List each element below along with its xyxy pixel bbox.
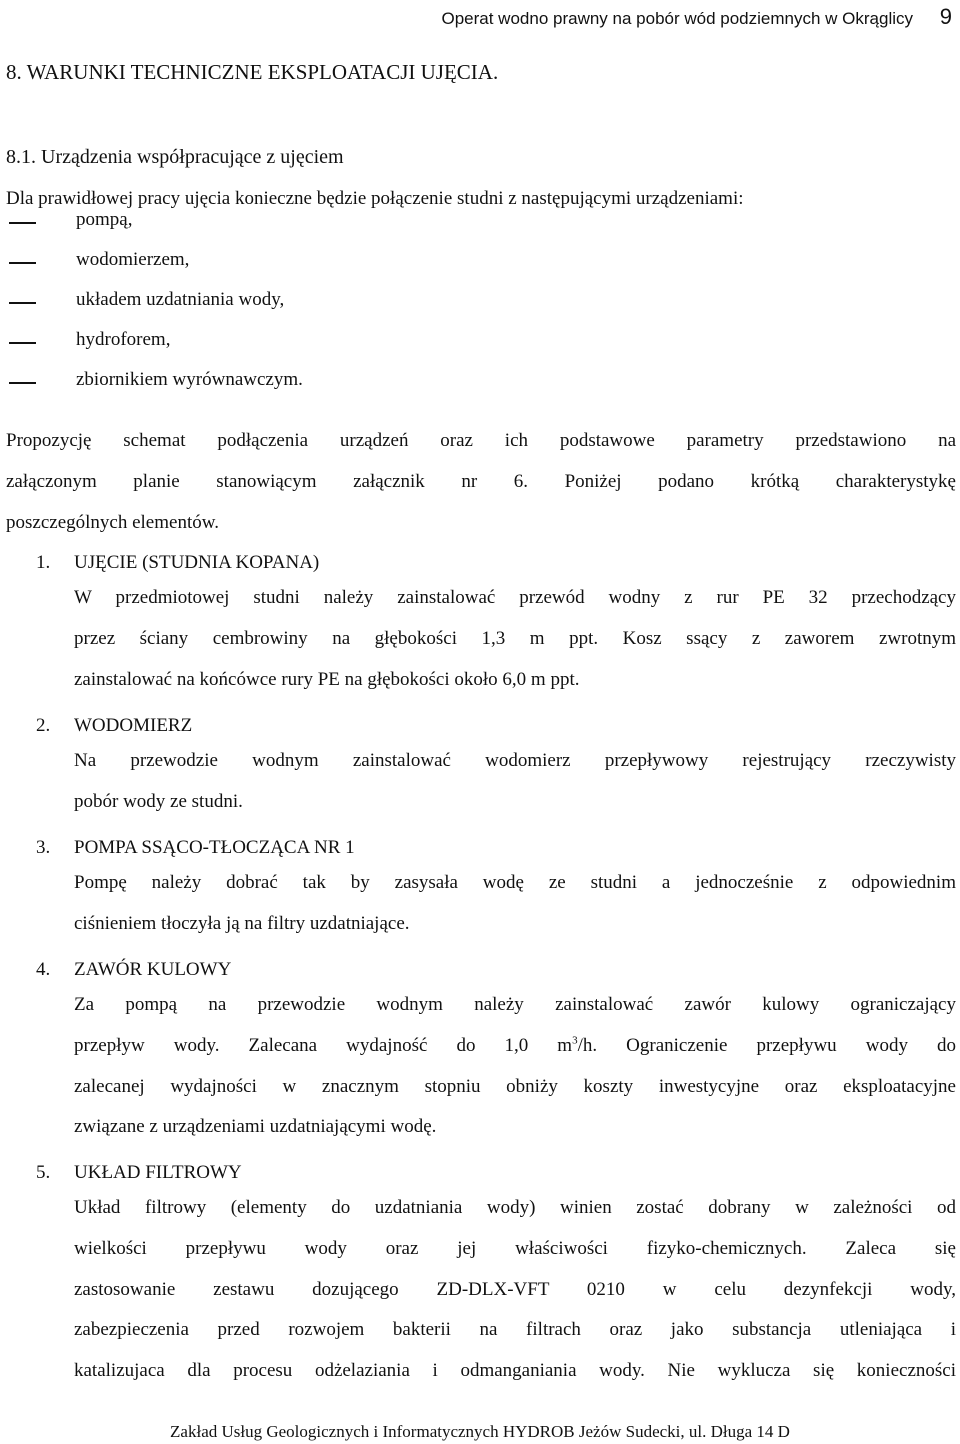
paragraph-line: Na przewodzie wodnym zainstalować wodomierz przepływowy rejestrujący rzeczywisty	[74, 750, 956, 771]
section-title	[6, 1158, 956, 1188]
paragraph-line: Propozycję schemat podłączenia urządzeń oraz ich podstawowe parametry przedstawiono na	[6, 430, 956, 451]
document-title: Operat wodno prawny na pobór wód podziemnych w Okrąglicy	[441, 9, 914, 28]
intro-paragraph: Dla prawidłowej pracy ujęcia konieczne będzie połączenie studni z następującymi urządzeniami:	[6, 188, 744, 209]
section-title-text: UJĘCIE (STUDNIA KOPANA)	[74, 552, 320, 573]
paragraph-line: załączonym planie stanowiącym załącznik nr 6. Poniżej podano krótką charakterystykę	[6, 471, 956, 492]
section-number: 2.	[36, 715, 51, 736]
section-number: 4.	[36, 959, 51, 980]
list-item: zbiornikiem wyrównawczym.	[6, 368, 303, 408]
section-title	[6, 833, 956, 863]
section-title-text: ZAWÓR KULOWY	[74, 959, 232, 980]
section-number: 3.	[36, 837, 51, 858]
paragraph-line: zalecanej wydajności w znacznym stopniu obniży koszty inwestycyjne oraz eksploatacyjne	[74, 1075, 956, 1097]
section-uklad-filtrowy	[6, 1158, 956, 1392]
list-item: układem uzdatniania wody,	[6, 288, 303, 328]
section-title-text: UKŁAD FILTROWY	[74, 1162, 242, 1183]
section-wodomierz	[6, 711, 956, 823]
section-pompa	[6, 833, 956, 945]
paragraph-line: związane z urządzeniami uzdatniającymi wodę.	[74, 1116, 437, 1138]
section-title	[6, 548, 956, 578]
page-number: 9	[939, 4, 952, 29]
list-item: pompą,	[6, 208, 303, 248]
page-footer: Zakład Usług Geologicznych i Informatycznych HYDROB Jeżów Sudecki, ul. Długa 14 D	[170, 1422, 790, 1441]
list-item: wodomierzem,	[6, 248, 303, 288]
section-number: 5.	[36, 1162, 51, 1183]
list-item: hydroforem,	[6, 328, 303, 368]
page-header	[52, 4, 952, 30]
paragraph-line	[74, 1026, 956, 1067]
paragraph-line: zastosowanie zestawu dozującego ZD-DLX-VFT 0210 w celu dezynfekcji wody,	[74, 1278, 956, 1300]
proposal-paragraph	[6, 420, 956, 543]
section-zawor	[6, 955, 956, 1148]
section-body	[74, 578, 956, 700]
paragraph-line: przez ściany cembrowiny na głębokości 1,3 m ppt. Kosz ssący z zaworem zwrotnym	[74, 627, 956, 649]
section-ujecie	[6, 548, 956, 700]
chapter-heading: 8. WARUNKI TECHNICZNE EKSPLOATACJI UJĘCIA.	[6, 60, 499, 84]
section-body	[74, 1188, 956, 1392]
paragraph-line: zainstalować na końcówce rury PE na głębokości około 6,0 m ppt.	[74, 668, 580, 690]
superscript: 3	[572, 1034, 578, 1047]
paragraph-line: zabezpieczenia przed rozwojem bakterii na filtrach oraz jako substancja utleniająca i	[74, 1319, 956, 1341]
paragraph-line: wielkości przepływu wody oraz jej właściwości fizyko-chemicznych. Zaleca się	[74, 1237, 956, 1259]
section-body	[74, 741, 956, 823]
section-title-text: WODOMIERZ	[74, 715, 193, 736]
paragraph-line: katalizujaca dla procesu odżelaziania i odmanganiania wody. Nie wyklucza się konieczności	[74, 1360, 956, 1382]
flow-text-after: /h. Ograniczenie przepływu wody do	[577, 1034, 956, 1056]
device-list	[6, 208, 303, 408]
paragraph-line: W przedmiotowej studni należy zainstalować przewód wodny z rur PE 32 przechodzący	[74, 587, 956, 608]
section-heading: 8.1. Urządzenia współpracujące z ujęciem	[6, 146, 344, 168]
paragraph-line: Za pompą na przewodzie wodnym należy zainstalować zawór kulowy ograniczający	[74, 994, 956, 1015]
section-title	[6, 955, 956, 985]
section-body	[74, 985, 956, 1148]
paragraph-line: pobór wody ze studni.	[74, 790, 243, 812]
section-number: 1.	[36, 552, 51, 573]
flow-text-before: przepływ wody. Zalecana wydajność do 1,0 m	[74, 1034, 573, 1056]
paragraph-line: Układ filtrowy (elementy do uzdatniania wody) winien zostać dobrany w zależności od	[74, 1197, 956, 1218]
paragraph-line: ciśnieniem tłoczyła ją na filtry uzdatniające.	[74, 912, 410, 934]
section-title	[6, 711, 956, 741]
paragraph-line: Pompę należy dobrać tak by zasysała wodę ze studni a jednocześnie z odpowiednim	[74, 872, 956, 893]
section-title-text: POMPA SSĄCO-TŁOCZĄCA NR 1	[74, 837, 355, 858]
paragraph-line: poszczególnych elementów.	[6, 512, 219, 533]
section-body	[74, 863, 956, 945]
